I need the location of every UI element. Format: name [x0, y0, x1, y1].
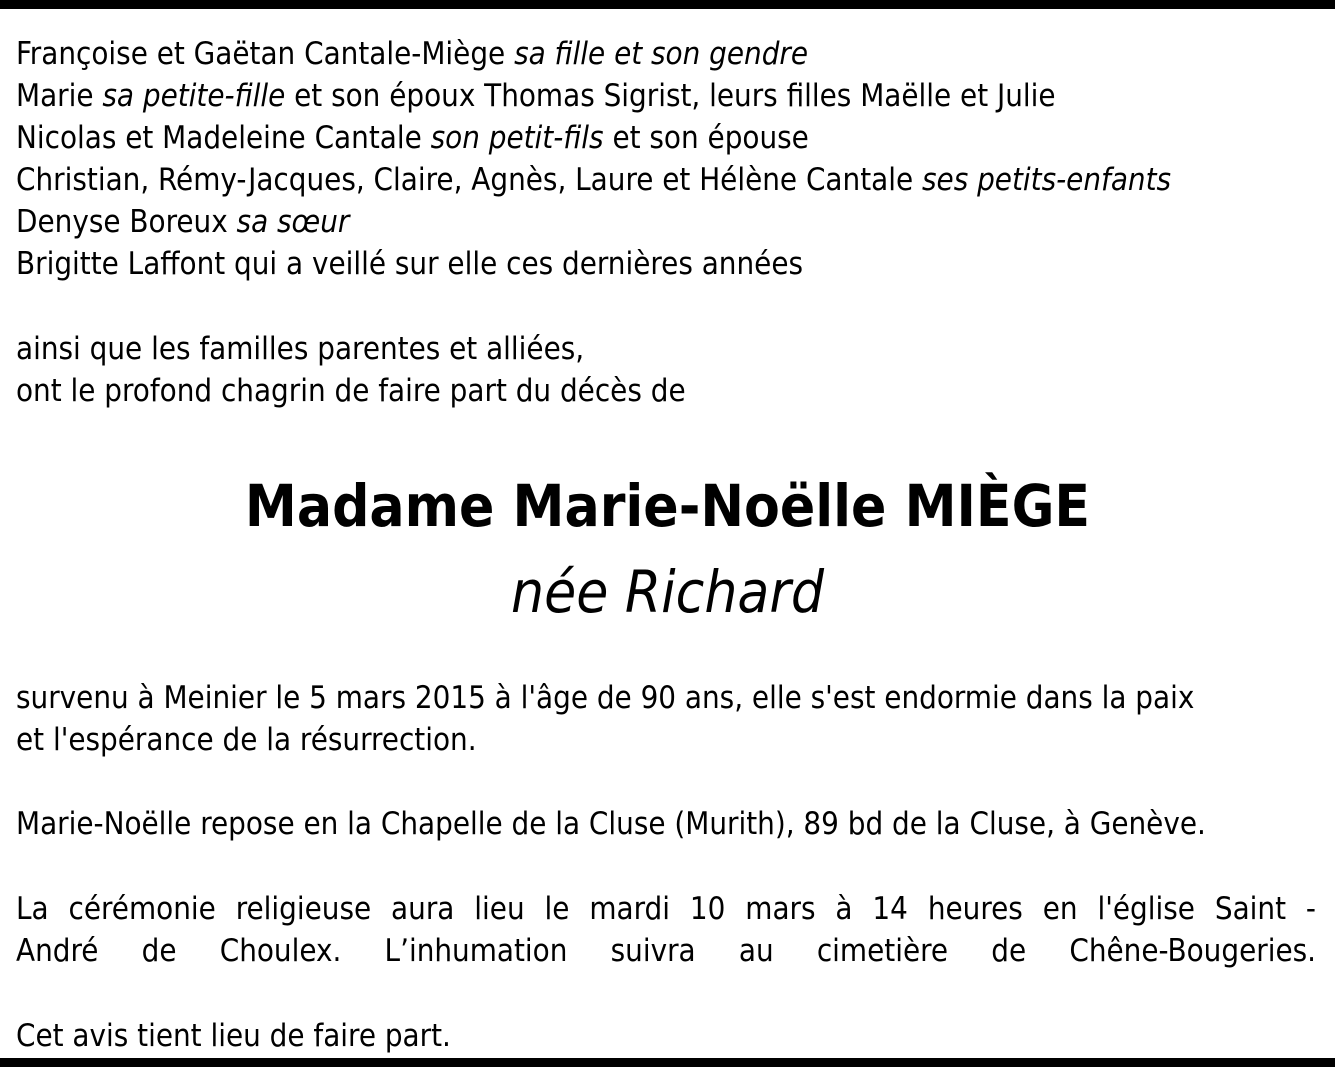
family-line-granddaughter: Marie sa petite-fille et son époux Thomas Sigrist, leurs filles Maëlle et Julie [16, 78, 1056, 114]
ceremony-line-2: André de Choulex. L’inhumation suivra au cimetière de Chêne-Bougeries. [16, 933, 1316, 969]
family-line-grandchildren: Christian, Rémy-Jacques, Claire, Agnès, Laure et Hélène Cantale ses petits-enfants [16, 162, 1172, 198]
ceremony-line-1: La cérémonie religieuse aura lieu le mardi 10 mars à 14 heures en l'église Saint - [16, 891, 1316, 927]
death-details-line-2: et l'espérance de la résurrection. [16, 722, 477, 758]
family-line-caregiver: Brigitte Laffont qui a veillé sur elle ces dernières années [16, 246, 804, 282]
announcement-line-1: ainsi que les familles parentes et alliées, [16, 331, 585, 367]
repose-details: Marie-Noëlle repose en la Chapelle de la Cluse (Murith), 89 bd de la Cluse, à Genève. [16, 806, 1206, 842]
death-details-line-1: survenu à Meinier le 5 mars 2015 à l'âge de 90 ans, elle s'est endormie dans la paix [16, 680, 1195, 716]
family-line-sister: Denyse Boreux sa sœur [16, 204, 350, 240]
deceased-name: Madame Marie-Noëlle MIÈGE [244, 472, 1091, 540]
family-line-grandson: Nicolas et Madeleine Cantale son petit-fils et son épouse [16, 120, 809, 156]
family-line-daughter: Françoise et Gaëtan Cantale-Miège sa fille et son gendre [16, 36, 809, 72]
closing-line: Cet avis tient lieu de faire part. [16, 1018, 451, 1054]
maiden-name: née Richard [511, 558, 824, 626]
announcement-line-2: ont le profond chagrin de faire part du décès de [16, 373, 686, 409]
